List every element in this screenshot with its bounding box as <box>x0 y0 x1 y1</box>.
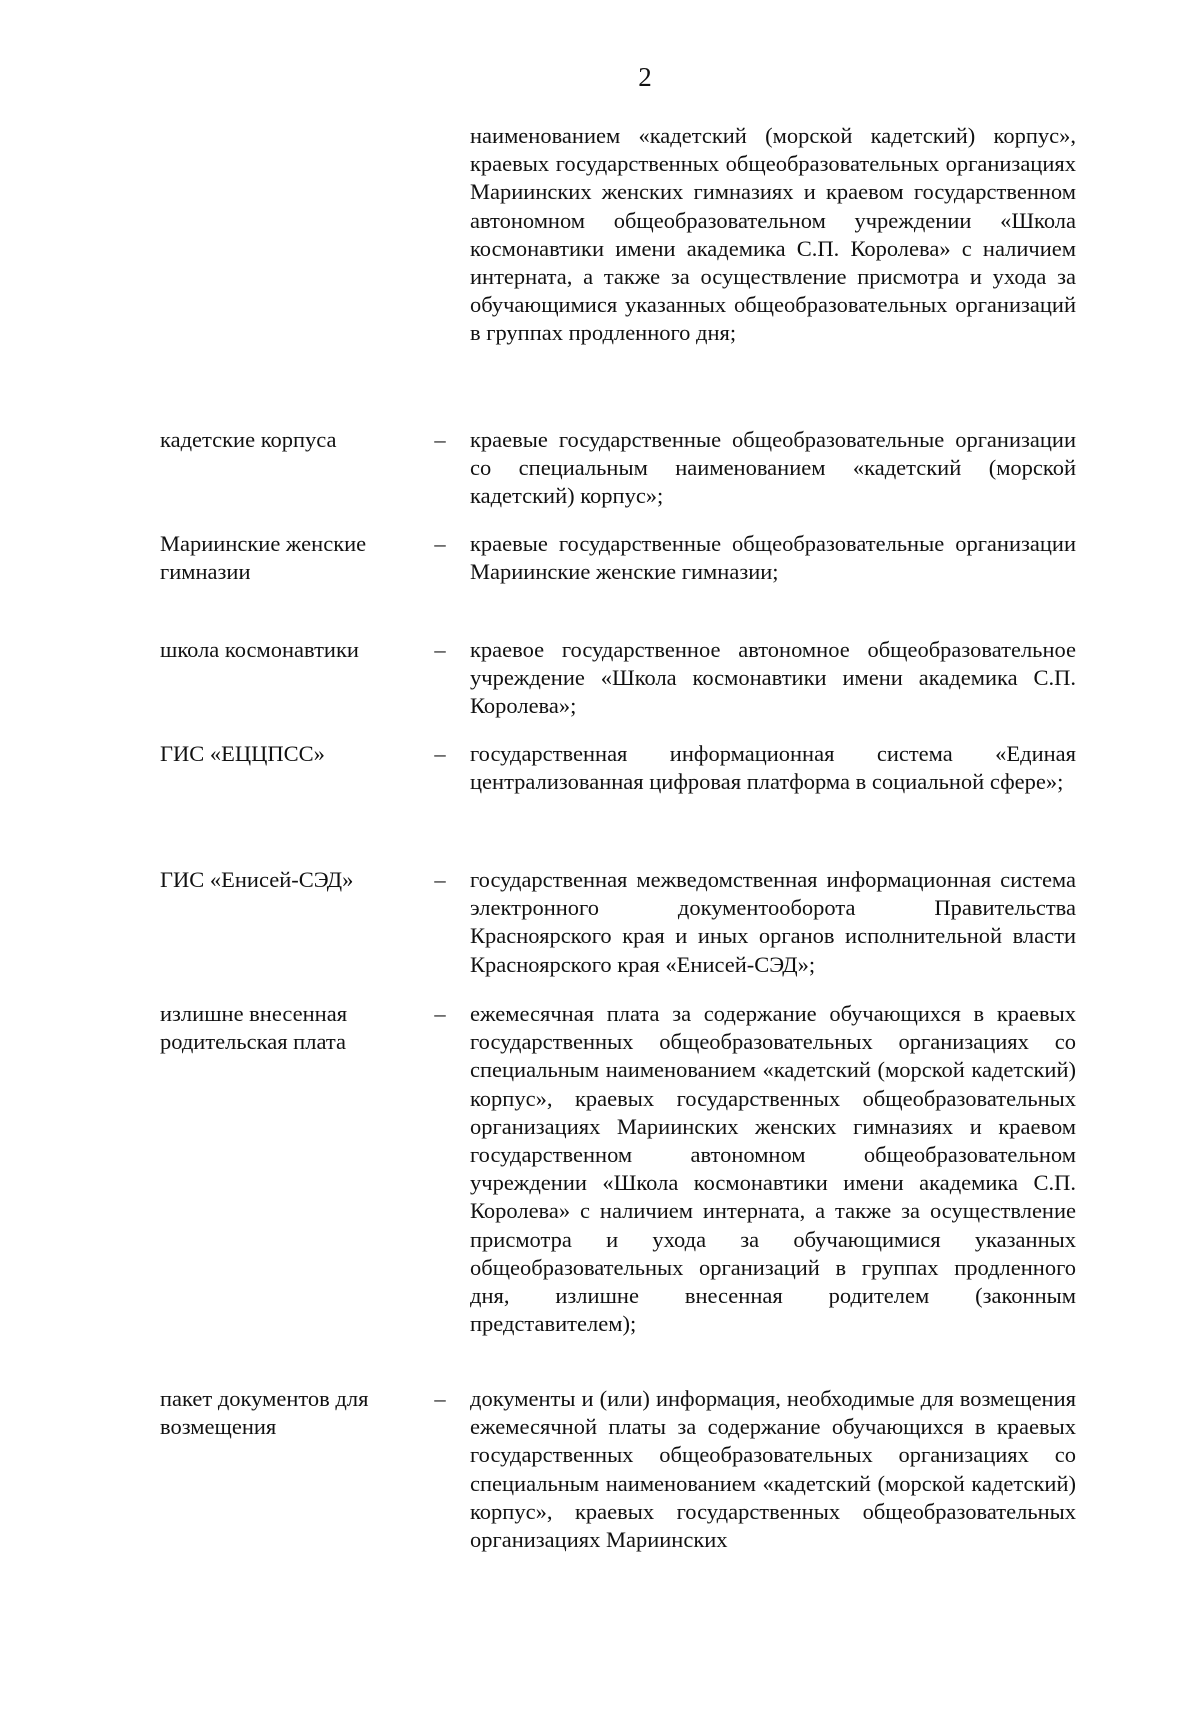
definition-dash: – <box>434 531 446 556</box>
definition-term: ГИС «Енисей-СЭД» <box>160 867 354 892</box>
definition-text: краевое государственное автономное общеобразовательное учреждение «Школа космонавтики имени академика С.П. Королева»; <box>470 637 1076 719</box>
definition-term: излишне внесенная родительская плата <box>160 1001 348 1055</box>
definition-dash: – <box>434 867 446 892</box>
definition-term: пакет документов для возмещения <box>160 1386 369 1440</box>
definition-text: документы и (или) информация, необходимые для возмещения ежемесячной платы за содержание обучающихся в краевых государственных общеобразовательных организациях со специальным наименованием «кадетский (морской кадетский) корпус», краевых государственных общеобразовательных организациях Мариинских <box>470 1386 1076 1553</box>
definition-dash: – <box>434 1001 446 1026</box>
page-number: 2 <box>638 62 652 92</box>
definition-text: государственная информационная система «Единая централизованная цифровая платформа в социальной сфере»; <box>470 741 1076 795</box>
intro-paragraph: наименованием «кадетский (морской кадетский) корпус», краевых государственных общеобразовательных организациях Мариинских женских гимназиях и краевом государственном автономном общеобразовательном учреждении «Школа космонавтики имени академика С.П. Королева» с наличием интерната, а также за осуществление присмотра и ухода за обучающимися указанных общеобразовательных организаций в группах продленного дня; <box>470 123 1076 346</box>
definition-text: государственная межведомственная информационная система электронного документооборота Правительства Красноярского края и иных органов исполнительной власти Красноярского края «Енисей-СЭД»; <box>470 867 1076 977</box>
definition-dash: – <box>434 427 446 452</box>
definition-term: Мариинские женские гимназии <box>160 531 367 585</box>
definition-term: ГИС «ЕЦЦПСС» <box>160 741 325 766</box>
definition-dash: – <box>434 1386 446 1411</box>
definition-term: школа космонавтики <box>160 637 359 662</box>
definition-text: краевые государственные общеобразовательные организации со специальным наименованием «кадетский (морской кадетский) корпус»; <box>470 427 1076 509</box>
definition-text: ежемесячная плата за содержание обучающихся в краевых государственных общеобразовательных организациях со специальным наименованием «кадетский (морской кадетский) корпус», краевых государственных общеобразовательных организациях Мариинских женских гимназиях и краевом государственном автономном общеобразовательном учреждении «Школа космонавтики имени академика С.П. Королева» с наличием интерната, а также за осуществление присмотра и ухода за обучающимися указанных общеобразовательных организаций в группах продленного дня, излишне внесенная родителем (законным представителем); <box>470 1001 1076 1337</box>
definition-text: краевые государственные общеобразовательные организации Мариинские женские гимназии; <box>470 531 1076 585</box>
definition-dash: – <box>434 637 446 662</box>
definition-term: кадетские корпуса <box>160 427 337 452</box>
definition-dash: – <box>434 741 446 766</box>
